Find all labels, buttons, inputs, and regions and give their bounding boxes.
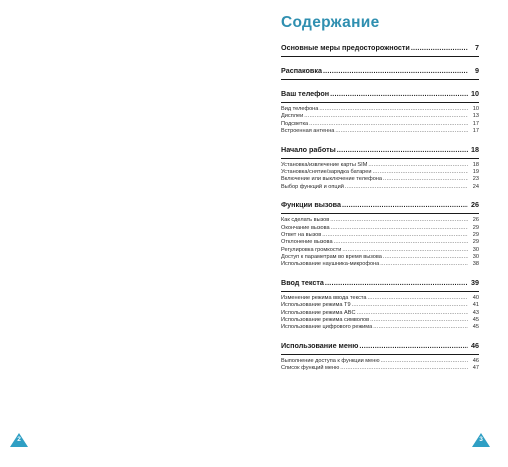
toc-leader-dots (325, 278, 468, 288)
toc-leader-dots (380, 261, 468, 268)
toc-section (281, 145, 479, 192)
toc-leader-dots (411, 43, 468, 53)
toc-entry[interactable] (281, 254, 479, 261)
toc-section (281, 66, 479, 80)
toc-heading-row[interactable] (281, 200, 479, 210)
page-number-right-text: 3 (479, 436, 483, 443)
toc-entry-label: Отклонение вызова (281, 239, 333, 246)
toc-heading-page: 7 (475, 43, 479, 52)
toc-leader-dots (370, 317, 468, 324)
toc-entry[interactable] (281, 239, 479, 246)
toc-entry[interactable] (281, 310, 479, 317)
toc-entry-page: 23 (472, 176, 479, 183)
toc-entry-label: Установка/извлечение карты SIM (281, 161, 368, 168)
toc-leader-dots (330, 217, 468, 224)
toc-heading-row[interactable] (281, 278, 479, 288)
table-of-contents (281, 43, 479, 382)
toc-heading-row[interactable] (281, 341, 479, 351)
toc-entry-label: Изменение режима ввода текста (281, 294, 367, 301)
toc-entry-label: Доступ к параметрам во время вызова (281, 254, 382, 261)
toc-entry[interactable] (281, 232, 479, 239)
toc-entry-page: 30 (472, 254, 479, 261)
toc-section-heading (281, 145, 479, 159)
toc-entry-page: 47 (472, 365, 479, 372)
toc-entry-page: 30 (472, 246, 479, 253)
toc-section-heading (281, 200, 479, 214)
toc-section (281, 43, 479, 57)
toc-entry-label: Вид телефона (281, 106, 319, 112)
toc-entry[interactable] (281, 217, 479, 224)
toc-heading-page: 46 (471, 340, 479, 350)
toc-leader-dots (340, 365, 468, 372)
page-number-right (472, 433, 490, 447)
toc-entry-page: 29 (472, 224, 479, 231)
toc-leader-dots (331, 225, 468, 232)
toc-entry-label: Выполнение доступа к функции меню (281, 357, 380, 364)
toc-leader-dots (368, 162, 468, 169)
toc-heading-label: Ввод текста (281, 277, 324, 287)
toc-entry[interactable] (281, 324, 479, 331)
toc-entry[interactable] (281, 169, 479, 176)
toc-entry-label: Регулировка громкости (281, 246, 342, 253)
toc-entry-page: 38 (472, 261, 479, 268)
toc-section (281, 89, 479, 136)
toc-leader-dots (337, 145, 468, 155)
toc-leader-dots (342, 200, 468, 210)
toc-leader-dots (323, 66, 468, 76)
toc-entry-label: Установка/снятие/зарядка батареи (281, 168, 372, 175)
toc-leader-dots (304, 113, 468, 120)
toc-entry-label: Окончание вызова (281, 224, 330, 231)
toc-entry[interactable] (281, 128, 479, 135)
toc-leader-dots (367, 295, 468, 302)
toc-entry-page: 19 (472, 168, 479, 175)
toc-entry[interactable] (281, 162, 479, 169)
toc-entry-page: 43 (472, 309, 479, 316)
toc-entry[interactable] (281, 121, 479, 128)
toc-heading-label: Ваш телефон (281, 89, 330, 98)
toc-entry[interactable] (281, 261, 479, 268)
toc-leader-dots (357, 310, 468, 317)
toc-entry[interactable] (281, 302, 479, 309)
toc-entry[interactable] (281, 317, 479, 324)
toc-heading-row[interactable] (281, 43, 479, 53)
toc-entry-page: 26 (472, 217, 479, 224)
toc-entry-label: Дисплеи (281, 113, 304, 120)
toc-section (281, 200, 479, 269)
toc-entry-label: Выбор функций и опций (281, 183, 344, 190)
toc-heading-page: 26 (471, 200, 479, 210)
toc-entry-page: 29 (472, 239, 479, 246)
toc-leader-dots (319, 106, 468, 113)
toc-entry-page: 17 (472, 128, 479, 135)
toc-entry-page: 40 (472, 294, 479, 301)
toc-leader-dots (309, 121, 468, 128)
toc-entry-page: 45 (472, 317, 479, 324)
toc-entry-page: 13 (472, 113, 479, 120)
toc-entry-label: Ответ на вызов (281, 231, 322, 238)
toc-entry-label: Включение или выключение телефона (281, 176, 383, 183)
toc-leader-dots (381, 358, 468, 365)
toc-heading-label: Распаковка (281, 66, 322, 75)
toc-entry-page: 18 (472, 161, 479, 168)
toc-entry[interactable] (281, 365, 479, 372)
toc-section-heading (281, 89, 479, 103)
toc-section-heading (281, 278, 479, 292)
toc-leader-dots (335, 128, 468, 135)
toc-title: Содержание (281, 14, 380, 31)
toc-heading-label: Функции вызова (281, 200, 341, 210)
toc-entry[interactable] (281, 184, 479, 191)
toc-leader-dots (352, 302, 468, 309)
toc-heading-label: Основные меры предосторожности (281, 43, 410, 52)
toc-entry[interactable] (281, 295, 479, 302)
toc-heading-row[interactable] (281, 89, 479, 99)
toc-entry-label: Использование наушника-микрофона (281, 261, 380, 268)
toc-entry-label: Использование режима символов (281, 317, 370, 324)
toc-heading-page: 39 (471, 277, 479, 287)
toc-entry-page: 46 (472, 357, 479, 364)
toc-leader-dots (373, 324, 468, 331)
toc-entry[interactable] (281, 247, 479, 254)
toc-entry-page: 45 (472, 324, 479, 331)
toc-leader-dots (322, 232, 468, 239)
toc-entry-label: Подсветка (281, 120, 309, 127)
toc-leader-dots (345, 184, 468, 191)
toc-entry-label: Использование режима ABC (281, 309, 356, 316)
toc-entry[interactable] (281, 113, 479, 120)
toc-heading-row[interactable] (281, 66, 479, 76)
toc-leader-dots (359, 341, 468, 351)
toc-entry-page: 29 (472, 231, 479, 238)
toc-section-heading (281, 43, 479, 57)
toc-entry-label: Встроенная антенна (281, 128, 335, 135)
toc-entry-page: 41 (472, 302, 479, 309)
toc-heading-label: Использование меню (281, 340, 359, 350)
toc-entry-page: 17 (472, 120, 479, 127)
toc-leader-dots (330, 89, 468, 99)
toc-section-heading (281, 66, 479, 80)
toc-entry-label: Использование режима T9 (281, 302, 351, 309)
toc-entry-page: 24 (472, 183, 479, 190)
toc-leader-dots (373, 169, 468, 176)
toc-entry[interactable] (281, 225, 479, 232)
toc-heading-page: 10 (471, 89, 479, 98)
toc-leader-dots (342, 247, 468, 254)
toc-section (281, 341, 479, 373)
page-number-left-text: 2 (17, 436, 21, 443)
toc-entry-label: Использование цифрового режима (281, 324, 373, 331)
toc-heading-page: 18 (471, 144, 479, 154)
toc-section-heading (281, 341, 479, 355)
toc-heading-label: Начало работы (281, 144, 336, 154)
toc-entry-label: Как сделать вызов (281, 217, 330, 224)
toc-leader-dots (334, 239, 468, 246)
toc-entry-label: Список функций меню (281, 365, 340, 372)
toc-leader-dots (383, 254, 468, 261)
toc-entry[interactable] (281, 106, 479, 113)
toc-heading-row[interactable] (281, 145, 479, 155)
toc-heading-page: 9 (475, 66, 479, 75)
page-number-left (10, 433, 28, 447)
toc-section (281, 278, 479, 332)
toc-entry-page: 10 (472, 106, 479, 112)
toc-entry[interactable] (281, 176, 479, 183)
toc-leader-dots (383, 176, 468, 183)
